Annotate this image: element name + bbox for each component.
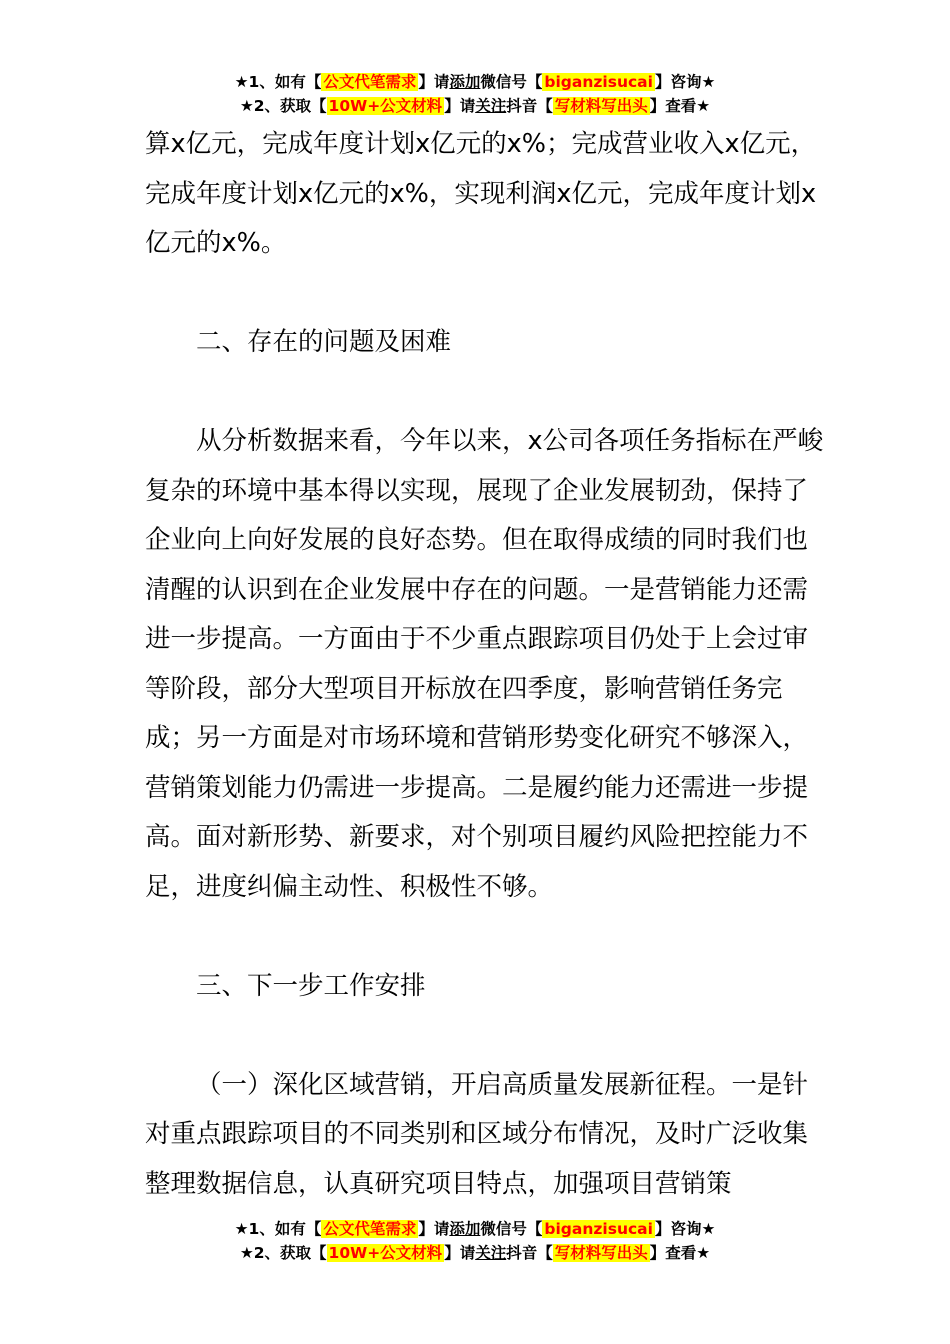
section-heading-problems: 二、存在的问题及困难 <box>196 327 452 357</box>
banner-text: ★1、如有【 <box>234 73 322 91</box>
highlight-douyin: 写材料写出头 <box>554 1244 648 1262</box>
section-heading-next-steps: 三、下一步工作安排 <box>196 970 426 1001</box>
banner-text-underlined: 关注 <box>475 97 507 115</box>
banner-text-underlined: 添加 <box>449 73 481 91</box>
banner-text: 】咨询★ <box>654 1220 716 1238</box>
document-body <box>145 120 833 1209</box>
highlight-douyin: 写材料写出头 <box>554 97 648 115</box>
paragraph-continued: 算x亿元，完成年度计划x亿元的x%；完成营业收入x亿元，完成年度计划x亿元的x%，实现利润x亿元，完成年度计划x亿元的x%。 <box>145 129 817 258</box>
paragraph-next-steps: （一）深化区域营销，开启高质量发展新征程。一是针对重点跟踪项目的不同类别和区域分布情况，及时广泛收集整理数据信息，认真研究项目特点，加强项目营销策 <box>145 1069 809 1199</box>
highlight-service: 公文代笔需求 <box>323 73 417 91</box>
banner-line-2 <box>0 1241 950 1265</box>
banner-line-1 <box>0 1217 950 1241</box>
highlight-materials: 10W+公文材料 <box>328 1244 443 1262</box>
paragraph-problems: 从分析数据来看，今年以来，x公司各项任务指标在严峻复杂的环境中基本得以实现，展现了企业发展韧劲，保持了企业向上向好发展的良好态势。但在取得成绩的同时我们也清醒的认识到在企业发展中存在的问题。一是营销能力还需进一步提高。一方面由于不少重点跟踪项目仍处于上会过审等阶段，部分大型项目开标放在四季度，影响营销任务完成；另一方面是对市场环境和营销形势变化研究不够深入，营销策划能力仍需进一步提高。二是履约能力还需进一步提高。面对新形势、新要求，对个别项目履约风险把控能力不足，进度纠偏主动性、积极性不够。 <box>145 426 824 902</box>
header-banner <box>0 70 950 118</box>
banner-text: 微信号【 <box>480 73 543 91</box>
banner-text: 】请 <box>444 1244 476 1262</box>
banner-text-underlined: 关注 <box>475 1244 507 1262</box>
highlight-wechat-id: biganzisucai <box>544 73 653 91</box>
spacer <box>145 269 833 319</box>
spacer <box>145 912 833 962</box>
banner-text: ★2、获取【 <box>239 97 327 115</box>
highlight-service: 公文代笔需求 <box>323 1220 417 1238</box>
banner-text: 微信号【 <box>480 1220 543 1238</box>
banner-text: 】请 <box>444 97 476 115</box>
banner-text: 】请 <box>418 1220 450 1238</box>
banner-text: 抖音【 <box>506 1244 553 1262</box>
banner-text: 抖音【 <box>506 97 553 115</box>
footer-banner <box>0 1217 950 1265</box>
highlight-materials: 10W+公文材料 <box>328 97 443 115</box>
banner-text-underlined: 添加 <box>449 1220 481 1238</box>
banner-text: 】咨询★ <box>654 73 716 91</box>
banner-text: ★1、如有【 <box>234 1220 322 1238</box>
spacer <box>145 1011 833 1061</box>
highlight-wechat-id: biganzisucai <box>544 1220 653 1238</box>
banner-text: 】查看★ <box>649 97 711 115</box>
banner-text: 】查看★ <box>649 1244 711 1262</box>
banner-line-2 <box>0 94 950 118</box>
spacer <box>145 368 833 418</box>
banner-text: 】请 <box>418 73 450 91</box>
banner-line-1 <box>0 70 950 94</box>
banner-text: ★2、获取【 <box>239 1244 327 1262</box>
